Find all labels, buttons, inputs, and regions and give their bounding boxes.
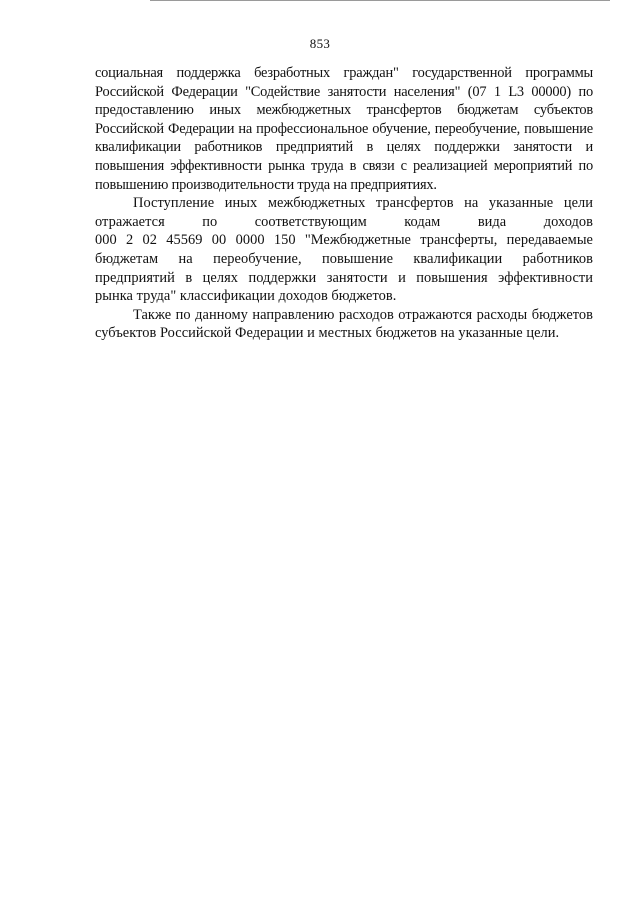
paragraph-3: Также по данному направлению расходов отражаются расходы бюджетов субъектов Российской Федерации и местных бюджетов на указанные цели.: [95, 306, 593, 342]
paragraph-2-line-1: Поступление иных межбюджетных трансфертов на указанные цели: [133, 195, 593, 212]
page-number: 853: [309, 36, 331, 51]
paragraph-2: [95, 194, 593, 306]
paragraph-2-line-3: 000 2 02 45569 00 0000 150 "Межбюджетные трансферты, передаваемые: [95, 232, 593, 249]
paragraph-2-line-4: бюджетам на переобучение, повышение квалификации работников: [95, 250, 593, 267]
scan-edge-line: [150, 0, 610, 1]
paragraph-1: социальная поддержка безработных граждан" государственной программы Российской Федерации "Содействие занятости населения" (07 1 L3 00000) по предоставлению иных межбюджетных трансфертов бюджетам субъектов Российской Федерации на профессиональное обучение, переобучение, повышение квалификации работников предприятий в целях поддержки занятости и повышения эффективности рынка труда в связи с реализацией мероприятий по повышению производительности труда на предприятиях.: [95, 65, 593, 193]
paragraph-2-line-2: отражается по соответствующим кодам вида доходов: [95, 213, 593, 230]
paragraph-2-line-6: рынка труда" классификации доходов бюджетов.: [95, 288, 397, 305]
document-body: [95, 64, 593, 343]
paragraph-2-line-5: предприятий в целях поддержки занятости и повышения эффективности: [95, 269, 593, 286]
